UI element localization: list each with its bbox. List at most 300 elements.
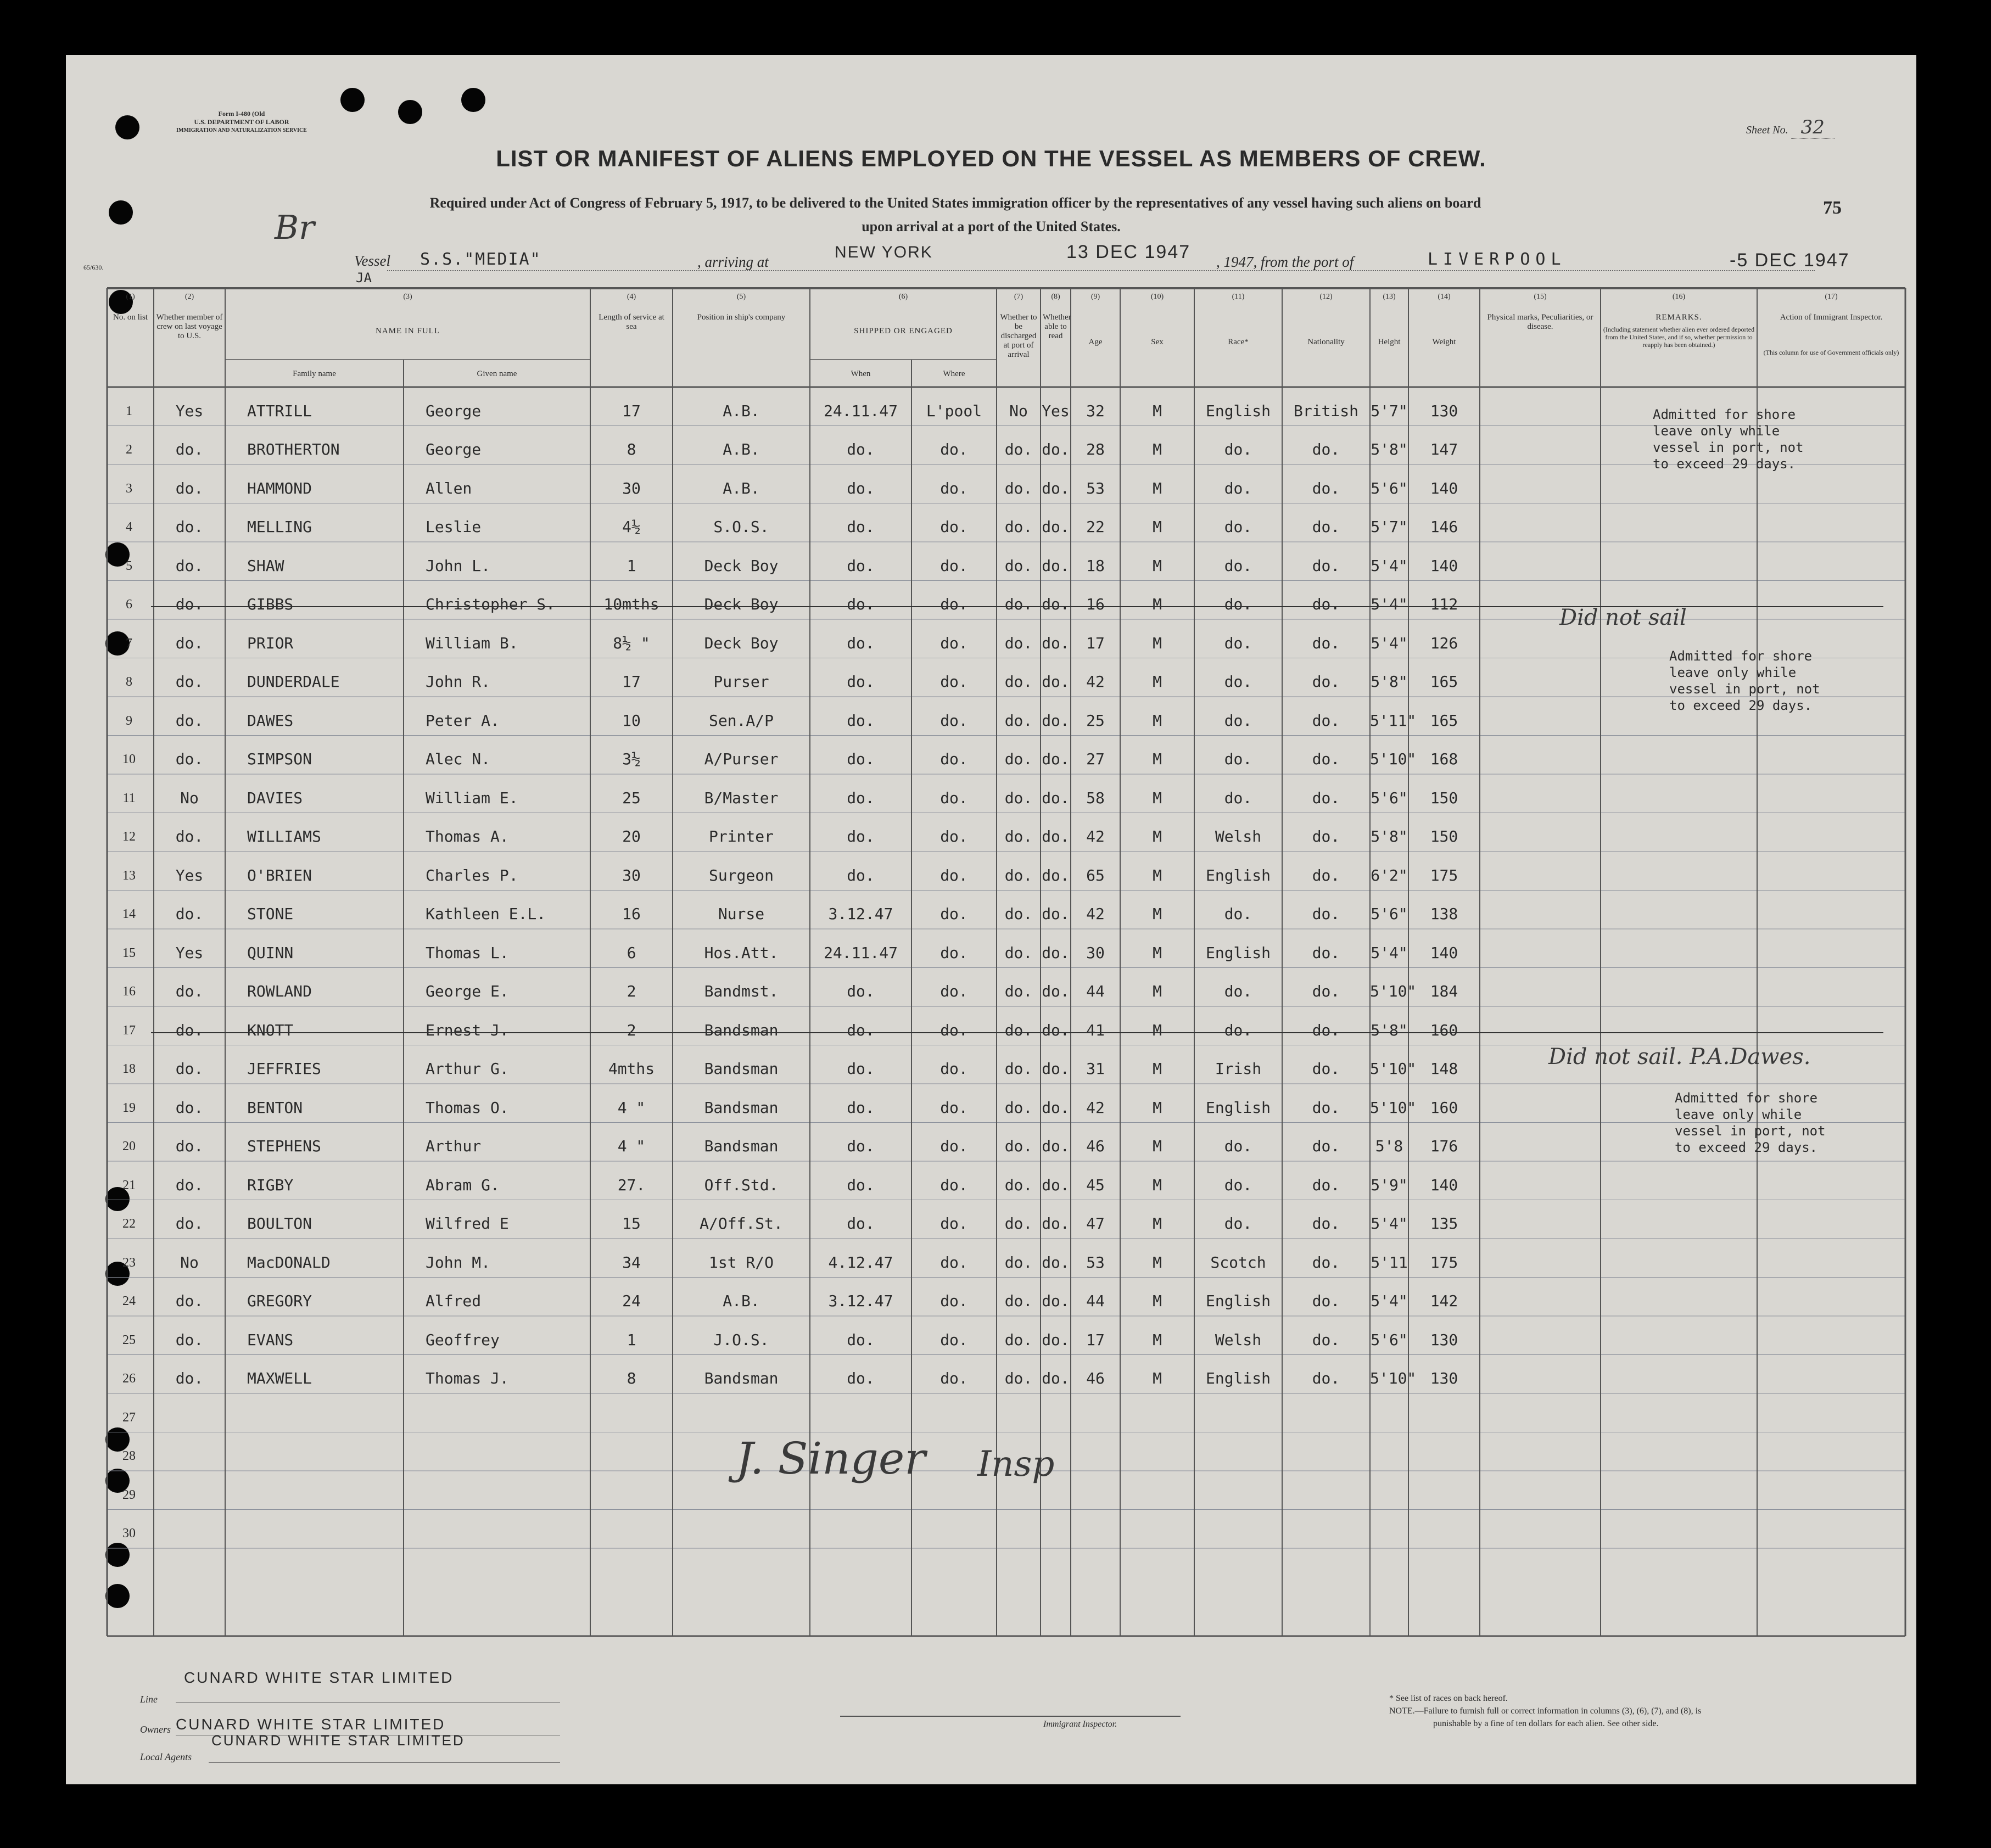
cell-sex: M bbox=[1153, 1292, 1162, 1310]
cell-family: DAWES bbox=[247, 711, 294, 730]
cell-discharged: do. bbox=[1004, 673, 1033, 691]
vessel-name: S.S."MEDIA" bbox=[420, 250, 541, 269]
column-number: (16) bbox=[1672, 293, 1686, 301]
cell-position: A.B. bbox=[723, 1292, 760, 1310]
row-number: 22 bbox=[122, 1217, 136, 1231]
strike-through bbox=[151, 1032, 1883, 1033]
cell-family: MELLING bbox=[247, 518, 312, 536]
cell-age: 17 bbox=[1086, 634, 1105, 652]
cell-height: 5'8" bbox=[1371, 1021, 1408, 1039]
cell-race: do. bbox=[1224, 905, 1252, 923]
cell-age: 45 bbox=[1086, 1175, 1105, 1194]
cell-position: Bandsman bbox=[704, 1021, 779, 1039]
cell-family: MAXWELL bbox=[247, 1369, 312, 1387]
row-number: 30 bbox=[122, 1526, 136, 1541]
row-number: 29 bbox=[122, 1487, 136, 1502]
cell-age: 46 bbox=[1086, 1137, 1105, 1155]
cell-given: Abram G. bbox=[426, 1175, 500, 1194]
cell-given: Wilfred E bbox=[426, 1214, 509, 1233]
cell-family: BROTHERTON bbox=[247, 440, 340, 458]
row-number: 9 bbox=[126, 713, 132, 728]
department: U.S. DEPARTMENT OF LABOR bbox=[194, 118, 289, 126]
cell-when: 3.12.47 bbox=[828, 1292, 893, 1310]
cell-service: 4 " bbox=[617, 1137, 646, 1155]
cell-when: do. bbox=[847, 982, 875, 1000]
cell-crew: Yes bbox=[175, 943, 204, 962]
cell-height: 5'4" bbox=[1371, 595, 1408, 613]
cell-where: do. bbox=[940, 440, 968, 458]
row-number: 13 bbox=[122, 868, 136, 883]
cell-nationality: do. bbox=[1312, 1214, 1340, 1233]
cell-position: Deck Boy bbox=[704, 595, 779, 613]
column-header: Height bbox=[1378, 338, 1401, 346]
cell-position: A/Purser bbox=[704, 750, 779, 768]
cell-age: 22 bbox=[1086, 518, 1105, 536]
cell-nationality: do. bbox=[1312, 1098, 1340, 1117]
cell-weight: 138 bbox=[1430, 905, 1458, 923]
cell-when: do. bbox=[847, 788, 875, 807]
line-rule bbox=[176, 1702, 560, 1703]
column-header: Race* bbox=[1228, 338, 1249, 346]
column-header: Nationality bbox=[1307, 338, 1345, 346]
cell-crew: do. bbox=[175, 1021, 204, 1039]
from-port: LIVERPOOL bbox=[1428, 250, 1567, 269]
cell-age: 42 bbox=[1086, 905, 1105, 923]
column-header: Whether able to read bbox=[1043, 313, 1071, 340]
cell-read: do. bbox=[1042, 1137, 1070, 1155]
cell-where: do. bbox=[940, 1098, 968, 1117]
year-label: , 1947, from the port of bbox=[1216, 254, 1354, 270]
row-number: 28 bbox=[122, 1449, 136, 1463]
cell-given: Arthur G. bbox=[426, 1060, 509, 1078]
cell-given: George bbox=[426, 440, 482, 458]
cell-position: Nurse bbox=[718, 905, 765, 923]
cell-position: S.O.S. bbox=[713, 518, 769, 536]
cell-family: SHAW bbox=[247, 556, 284, 575]
inspector-signature-suffix: Insp bbox=[977, 1444, 1055, 1485]
cell-height: 5'6" bbox=[1371, 479, 1408, 497]
cell-service: 30 bbox=[622, 866, 641, 884]
cell-crew: No bbox=[180, 1253, 199, 1272]
cell-age: 47 bbox=[1086, 1214, 1105, 1233]
inspector-label: Immigrant Inspector. bbox=[1043, 1720, 1117, 1729]
cell-crew: do. bbox=[175, 479, 204, 497]
cell-height: 5'9" bbox=[1371, 1175, 1408, 1194]
cell-nationality: do. bbox=[1312, 1060, 1340, 1078]
cell-nationality: do. bbox=[1312, 1175, 1340, 1194]
cell-where: do. bbox=[940, 1021, 968, 1039]
cell-given: Alfred bbox=[426, 1292, 482, 1310]
column-header: No. on list bbox=[113, 313, 148, 322]
cell-discharged: do. bbox=[1004, 827, 1033, 845]
cell-service: 2 bbox=[627, 1021, 636, 1039]
cell-family: DUNDERDALE bbox=[247, 673, 340, 691]
cell-height: 5'8 bbox=[1375, 1137, 1403, 1155]
cell-sex: M bbox=[1153, 1137, 1162, 1155]
column-header: Physical marks, Peculiarities, or disease. bbox=[1487, 313, 1593, 331]
column-header: NAME IN FULL bbox=[376, 327, 440, 335]
cell-race: English bbox=[1205, 866, 1271, 884]
cell-read: do. bbox=[1042, 866, 1070, 884]
cell-nationality: do. bbox=[1312, 673, 1340, 691]
column-number: (3) bbox=[403, 293, 412, 301]
cell-nationality: do. bbox=[1312, 827, 1340, 845]
arriving-port: NEW YORK bbox=[835, 243, 933, 261]
cell-read: do. bbox=[1042, 595, 1070, 613]
manifest-sheet bbox=[66, 55, 1916, 1784]
cell-age: 42 bbox=[1086, 1098, 1105, 1117]
cell-when: do. bbox=[847, 673, 875, 691]
cell-nationality: do. bbox=[1312, 518, 1340, 536]
cell-read: do. bbox=[1042, 1292, 1070, 1310]
cell-service: 34 bbox=[622, 1253, 641, 1272]
cell-family: SIMPSON bbox=[247, 750, 312, 768]
cell-sex: M bbox=[1153, 556, 1162, 575]
cell-height: 5'10" bbox=[1370, 1098, 1417, 1117]
column-header: Position in ship's company bbox=[697, 313, 786, 322]
cell-weight: 148 bbox=[1430, 1060, 1458, 1078]
cell-read: do. bbox=[1042, 750, 1070, 768]
cell-where: do. bbox=[940, 982, 968, 1000]
column-number: (11) bbox=[1232, 293, 1245, 301]
cell-crew: Yes bbox=[175, 866, 204, 884]
cell-position: Deck Boy bbox=[704, 634, 779, 652]
column-number: (2) bbox=[184, 293, 194, 301]
cell-crew: do. bbox=[175, 1214, 204, 1233]
cell-discharged: do. bbox=[1004, 788, 1033, 807]
cell-discharged: do. bbox=[1004, 982, 1033, 1000]
row-number: 7 bbox=[126, 636, 132, 651]
cell-sex: M bbox=[1153, 1098, 1162, 1117]
cell-family: RIGBY bbox=[247, 1175, 294, 1194]
cell-read: do. bbox=[1042, 1369, 1070, 1387]
remark-did-not-sail: Did not sail. P.A.Dawes. bbox=[1548, 1044, 1811, 1069]
cell-discharged: do. bbox=[1004, 634, 1033, 652]
column-number: (10) bbox=[1150, 293, 1164, 301]
cell-where: do. bbox=[940, 1253, 968, 1272]
cell-sex: M bbox=[1153, 943, 1162, 962]
cell-sex: M bbox=[1153, 440, 1162, 458]
cell-discharged: do. bbox=[1004, 479, 1033, 497]
column-subheader: Given name bbox=[477, 369, 517, 378]
arriving-label: , arriving at bbox=[697, 254, 769, 270]
cell-position: Off.Std. bbox=[704, 1175, 779, 1194]
cell-read: do. bbox=[1042, 982, 1070, 1000]
cell-position: Bandsman bbox=[704, 1369, 779, 1387]
cell-when: do. bbox=[847, 595, 875, 613]
cell-discharged: do. bbox=[1004, 750, 1033, 768]
cell-position: 1st R/O bbox=[708, 1253, 774, 1272]
cell-family: HAMMOND bbox=[247, 479, 312, 497]
cell-read: do. bbox=[1042, 634, 1070, 652]
cell-when: 4.12.47 bbox=[828, 1253, 893, 1272]
row-number: 3 bbox=[126, 481, 132, 496]
cell-age: 18 bbox=[1086, 556, 1105, 575]
cell-height: 5'4" bbox=[1371, 1292, 1408, 1310]
remark-shore-leave: Admitted for shore leave only while vessel in port, not to exceed 29 days. bbox=[1669, 648, 1820, 713]
cell-weight: 184 bbox=[1430, 982, 1458, 1000]
cell-family: GREGORY bbox=[247, 1292, 312, 1310]
cell-service: 27. bbox=[617, 1175, 646, 1194]
cell-crew: do. bbox=[175, 982, 204, 1000]
column-number: (8) bbox=[1051, 293, 1060, 301]
row-number: 10 bbox=[122, 752, 136, 766]
cell-given: William B. bbox=[426, 634, 518, 652]
cell-age: 53 bbox=[1086, 1253, 1105, 1272]
cell-given: Charles P. bbox=[426, 866, 518, 884]
remark-did-not-sail: Did not sail bbox=[1559, 605, 1687, 630]
cell-family: QUINN bbox=[247, 943, 294, 962]
column-header: Length of service at sea bbox=[599, 313, 664, 331]
column-number: (14) bbox=[1438, 293, 1451, 301]
cell-when: 24.11.47 bbox=[824, 401, 898, 420]
cell-service: 25 bbox=[622, 788, 641, 807]
cell-crew: do. bbox=[175, 1369, 204, 1387]
cell-discharged: do. bbox=[1004, 1098, 1033, 1117]
column-number: (12) bbox=[1319, 293, 1333, 301]
column-number: (15) bbox=[1534, 293, 1547, 301]
cell-race: Scotch bbox=[1210, 1253, 1266, 1272]
cell-nationality: do. bbox=[1312, 1369, 1340, 1387]
cell-race: Welsh bbox=[1215, 1330, 1262, 1349]
column-header: REMARKS. bbox=[1656, 313, 1702, 322]
cell-weight: 142 bbox=[1430, 1292, 1458, 1310]
agents-label: Local Agents bbox=[140, 1751, 192, 1762]
cell-read: do. bbox=[1042, 943, 1070, 962]
cell-where: do. bbox=[940, 943, 968, 962]
cell-weight: 175 bbox=[1430, 1253, 1458, 1272]
cell-weight: 130 bbox=[1430, 401, 1458, 420]
cell-age: 31 bbox=[1086, 1060, 1105, 1078]
row-number: 12 bbox=[122, 830, 136, 844]
cell-position: B/Master bbox=[704, 788, 779, 807]
cell-position: Surgeon bbox=[708, 866, 774, 884]
cell-family: MacDONALD bbox=[247, 1253, 331, 1272]
cell-crew: do. bbox=[175, 905, 204, 923]
cell-sex: M bbox=[1153, 634, 1162, 652]
cell-position: Sen.A/P bbox=[708, 711, 774, 730]
cell-given: William E. bbox=[426, 788, 518, 807]
cell-when: do. bbox=[847, 827, 875, 845]
cell-height: 5'7" bbox=[1371, 518, 1408, 536]
cell-when: do. bbox=[847, 1214, 875, 1233]
cell-service: 6 bbox=[627, 943, 636, 962]
cell-discharged: do. bbox=[1004, 1330, 1033, 1349]
row-number: 14 bbox=[122, 907, 136, 921]
cell-crew: do. bbox=[175, 1098, 204, 1117]
sheet-label: Sheet No. bbox=[1746, 124, 1788, 136]
cell-read: do. bbox=[1042, 1253, 1070, 1272]
row-number: 23 bbox=[122, 1255, 136, 1270]
cell-crew: do. bbox=[175, 440, 204, 458]
cell-position: A/Off.St. bbox=[700, 1214, 783, 1233]
cell-where: do. bbox=[940, 1292, 968, 1310]
cell-age: 27 bbox=[1086, 750, 1105, 768]
row-number: 25 bbox=[122, 1332, 136, 1347]
cell-race: Welsh bbox=[1215, 827, 1262, 845]
cell-age: 44 bbox=[1086, 1292, 1105, 1310]
cell-race: do. bbox=[1224, 1175, 1252, 1194]
cell-family: KNOTT bbox=[247, 1021, 294, 1039]
cell-weight: 176 bbox=[1430, 1137, 1458, 1155]
cell-sex: M bbox=[1153, 479, 1162, 497]
cell-when: do. bbox=[847, 1021, 875, 1039]
column-number: (6) bbox=[898, 293, 908, 301]
cell-weight: 147 bbox=[1430, 440, 1458, 458]
owners-label: Owners bbox=[140, 1724, 171, 1735]
row-number: 18 bbox=[122, 1062, 136, 1076]
cell-family: STONE bbox=[247, 905, 294, 923]
cell-service: 8 bbox=[627, 440, 636, 458]
cell-crew: do. bbox=[175, 556, 204, 575]
cell-service: 10 bbox=[622, 711, 641, 730]
cell-height: 5'7" bbox=[1371, 401, 1408, 420]
cell-sex: M bbox=[1153, 866, 1162, 884]
cell-given: Kathleen E.L. bbox=[426, 905, 546, 923]
cell-discharged: do. bbox=[1004, 1369, 1033, 1387]
cell-weight: 165 bbox=[1430, 673, 1458, 691]
cell-family: EVANS bbox=[247, 1330, 294, 1349]
cell-discharged: do. bbox=[1004, 556, 1033, 575]
cell-height: 5'10" bbox=[1370, 750, 1417, 768]
cell-nationality: do. bbox=[1312, 1330, 1340, 1349]
row-number: 15 bbox=[122, 945, 136, 960]
cell-height: 5'4" bbox=[1371, 943, 1408, 962]
cell-sex: M bbox=[1153, 401, 1162, 420]
cell-nationality: do. bbox=[1312, 905, 1340, 923]
cell-age: 42 bbox=[1086, 673, 1105, 691]
cell-height: 5'4" bbox=[1371, 634, 1408, 652]
cell-family: PRIOR bbox=[247, 634, 294, 652]
cell-read: do. bbox=[1042, 1098, 1070, 1117]
cell-when: do. bbox=[847, 1330, 875, 1349]
column-number: (13) bbox=[1383, 293, 1396, 301]
cell-sex: M bbox=[1153, 1021, 1162, 1039]
cell-height: 5'10" bbox=[1370, 1369, 1417, 1387]
cell-position: Deck Boy bbox=[704, 556, 779, 575]
row-number: 6 bbox=[126, 597, 132, 612]
cell-age: 16 bbox=[1086, 595, 1105, 613]
cell-sex: M bbox=[1153, 518, 1162, 536]
column-subheader: Where bbox=[943, 369, 965, 378]
cell-service: 30 bbox=[622, 479, 641, 497]
row-number: 24 bbox=[122, 1294, 136, 1308]
cell-read: do. bbox=[1042, 1060, 1070, 1078]
column-number: (17) bbox=[1825, 293, 1838, 301]
cell-read: do. bbox=[1042, 788, 1070, 807]
column-number: (9) bbox=[1090, 293, 1100, 301]
cell-family: WILLIAMS bbox=[247, 827, 321, 845]
cell-when: do. bbox=[847, 479, 875, 497]
cell-where: do. bbox=[940, 595, 968, 613]
column-header: Whether to be discharged at port of arrival bbox=[1000, 313, 1037, 359]
cell-nationality: do. bbox=[1312, 479, 1340, 497]
cell-race: do. bbox=[1224, 634, 1252, 652]
cell-where: do. bbox=[940, 866, 968, 884]
cell-height: 5'11 bbox=[1371, 1253, 1408, 1272]
cell-race: Irish bbox=[1215, 1060, 1262, 1078]
cell-crew: do. bbox=[175, 634, 204, 652]
cell-where: do. bbox=[940, 905, 968, 923]
cell-read: do. bbox=[1042, 518, 1070, 536]
column-header: SHIPPED OR ENGAGED bbox=[854, 327, 953, 335]
cell-nationality: do. bbox=[1312, 750, 1340, 768]
cell-family: ATTRILL bbox=[247, 401, 312, 420]
vessel-label: Vessel bbox=[354, 253, 390, 269]
cell-height: 5'6" bbox=[1371, 788, 1408, 807]
column-subheader: When bbox=[851, 369, 871, 378]
cell-age: 46 bbox=[1086, 1369, 1105, 1387]
cell-where: do. bbox=[940, 1175, 968, 1194]
column-header: Whether member of crew on last voyage to U.S. bbox=[156, 313, 223, 340]
cell-nationality: do. bbox=[1312, 982, 1340, 1000]
cell-height: 5'4" bbox=[1371, 1214, 1408, 1233]
cell-discharged: do. bbox=[1004, 1021, 1033, 1039]
vessel-initials: JA bbox=[356, 270, 372, 285]
cell-nationality: do. bbox=[1312, 595, 1340, 613]
cell-given: John R. bbox=[426, 673, 491, 691]
cell-where: do. bbox=[940, 1137, 968, 1155]
cell-age: 32 bbox=[1086, 401, 1105, 420]
cell-nationality: do. bbox=[1312, 1137, 1340, 1155]
cell-when: 3.12.47 bbox=[828, 905, 893, 923]
cell-age: 58 bbox=[1086, 788, 1105, 807]
row-number: 8 bbox=[126, 675, 132, 689]
cell-race: English bbox=[1205, 401, 1271, 420]
cell-discharged: do. bbox=[1004, 440, 1033, 458]
cell-where: do. bbox=[940, 634, 968, 652]
cell-weight: 160 bbox=[1430, 1098, 1458, 1117]
cell-where: do. bbox=[940, 1330, 968, 1349]
document-subtitle-2: upon arrival at a port of the United States. bbox=[862, 219, 1121, 234]
cell-given: George E. bbox=[426, 982, 509, 1000]
cell-given: Thomas J. bbox=[426, 1369, 509, 1387]
cell-discharged: do. bbox=[1004, 1175, 1033, 1194]
remark-shore-leave: Admitted for shore leave only while vessel in port, not to exceed 29 days. bbox=[1675, 1090, 1826, 1155]
cell-weight: 140 bbox=[1430, 556, 1458, 575]
cell-when: do. bbox=[847, 1369, 875, 1387]
column-number: (5) bbox=[736, 293, 746, 301]
cell-service: 17 bbox=[622, 401, 641, 420]
cell-weight: 126 bbox=[1430, 634, 1458, 652]
cell-crew: do. bbox=[175, 827, 204, 845]
cell-nationality: do. bbox=[1312, 556, 1340, 575]
cell-family: DAVIES bbox=[247, 788, 303, 807]
remark-shore-leave: Admitted for shore leave only while vessel in port, not to exceed 29 days. bbox=[1653, 407, 1804, 472]
cell-service: 3½ bbox=[622, 750, 641, 768]
cell-crew: do. bbox=[175, 1175, 204, 1194]
inspector-signature-line bbox=[840, 1716, 1181, 1717]
cell-age: 65 bbox=[1086, 866, 1105, 884]
cell-weight: 175 bbox=[1430, 866, 1458, 884]
cell-position: A.B. bbox=[723, 401, 760, 420]
cell-position: Hos.Att. bbox=[704, 943, 779, 962]
row-number: 2 bbox=[126, 443, 132, 457]
cell-age: 28 bbox=[1086, 440, 1105, 458]
cell-discharged: No bbox=[1009, 401, 1028, 420]
cell-discharged: do. bbox=[1004, 1214, 1033, 1233]
cell-race: do. bbox=[1224, 479, 1252, 497]
cell-crew: Yes bbox=[175, 401, 204, 420]
cell-race: English bbox=[1205, 943, 1271, 962]
cell-service: 24 bbox=[622, 1292, 641, 1310]
cell-position: Bandsman bbox=[704, 1137, 779, 1155]
cell-crew: do. bbox=[175, 1137, 204, 1155]
cell-given: Ernest J. bbox=[426, 1021, 509, 1039]
cell-family: BENTON bbox=[247, 1098, 303, 1117]
row-number: 21 bbox=[122, 1178, 136, 1192]
cell-read: do. bbox=[1042, 1175, 1070, 1194]
